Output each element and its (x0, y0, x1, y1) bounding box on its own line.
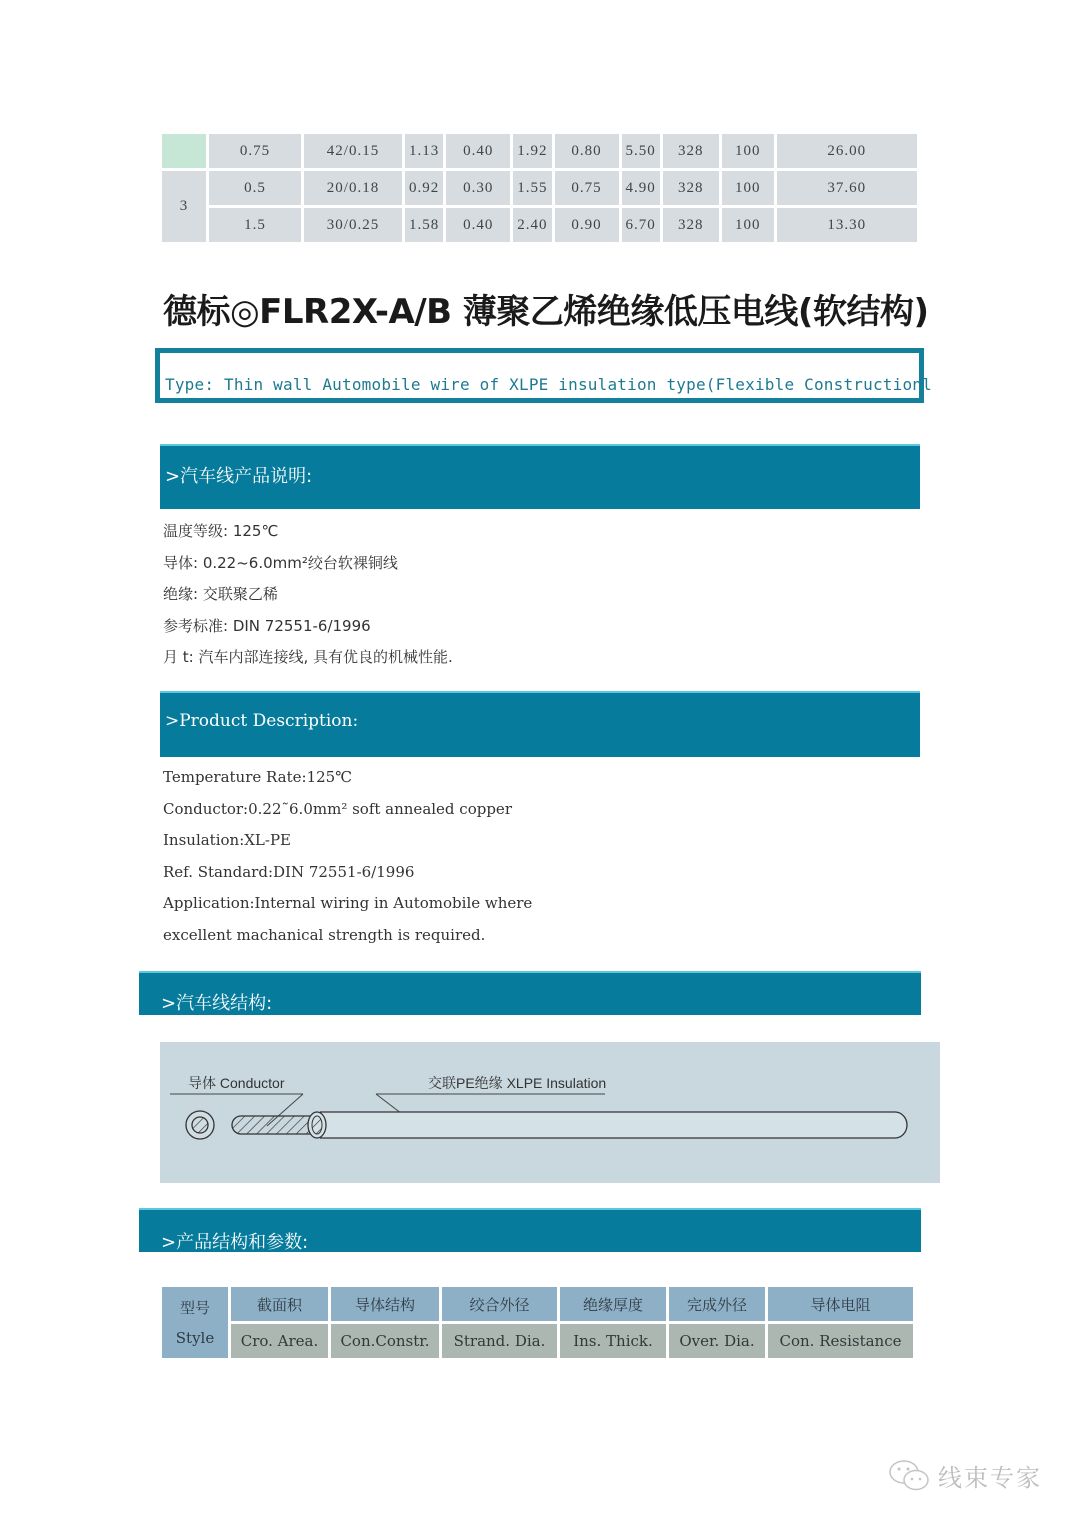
column-header: Cro. Area. (231, 1324, 328, 1358)
wire-structure-diagram (160, 1042, 940, 1183)
table-cell: 30/0.25 (304, 208, 402, 242)
conductor-label: 导体 Conductor (188, 1075, 285, 1091)
list-item: Application:Internal wiring in Automobile where (163, 894, 533, 912)
list-item: 温度等级: 125℃ (163, 522, 279, 540)
type-banner (155, 348, 932, 403)
column-header: Con. Resistance (768, 1324, 913, 1358)
table-cell: 2.40 (513, 208, 551, 242)
table-row (162, 208, 917, 242)
section-header-label: >产品结构和参数: (161, 1232, 309, 1253)
table-cell: 0.92 (405, 171, 443, 205)
en-description-list (163, 768, 532, 957)
section-header-label: >汽车线产品说明: (165, 466, 313, 487)
watermark-text: 线束专家 (938, 1464, 1042, 1492)
table-cell: 0.40 (446, 134, 510, 168)
section-header-label: >Product Description: (165, 711, 359, 731)
list-item: 月 t: 汽车内部连接线, 具有优良的机械性能. (163, 648, 453, 666)
table-cell: 37.60 (777, 171, 917, 205)
list-item: excellent machanical strength is required. (163, 925, 486, 944)
table-cell: 20/0.18 (304, 171, 402, 205)
list-item: Conductor:0.22˜6.0mm² soft annealed copper (163, 799, 512, 818)
table-header-row-en (162, 1324, 913, 1358)
table-cell: 1.58 (405, 208, 443, 242)
type-text: Type: Thin wall Automobile wire of XLPE insulation type(Flexible Constructionl (165, 375, 932, 394)
insulation-label: 交联PE绝缘 XLPE Insulation (428, 1075, 607, 1091)
list-item: 参考标准: DIN 72551-6/1996 (163, 616, 371, 635)
column-header: Strand. Dia. (442, 1324, 557, 1358)
table-cell: 0.90 (555, 208, 619, 242)
table-cell: 26.00 (777, 134, 917, 168)
table-cell-group (162, 134, 206, 168)
table-cell: 0.75 (209, 134, 301, 168)
table-cell: 0.75 (555, 171, 619, 205)
style-header (162, 1287, 228, 1358)
table-cell: 100 (722, 171, 774, 205)
list-item: 绝缘: 交联聚乙稀 (163, 585, 278, 603)
wechat-icon (888, 1459, 932, 1493)
wire-illustration (160, 1042, 940, 1183)
column-header: 截面积 (231, 1287, 328, 1321)
column-header: 完成外径 (669, 1287, 765, 1321)
column-header: 导体结构 (331, 1287, 439, 1321)
table-cell: 0.30 (446, 171, 510, 205)
table-header-row-cn (162, 1287, 913, 1321)
list-item: 导体: 0.22~6.0mm²绞台软裸铜线 (163, 553, 398, 572)
section-header-structure (139, 971, 921, 1015)
table-cell: 0.5 (209, 171, 301, 205)
list-item: Insulation:XL-PE (163, 831, 292, 849)
list-item: Ref. Standard:DIN 72551-6/1996 (163, 862, 415, 881)
param-table (159, 1284, 916, 1361)
table-cell: 6.70 (622, 208, 660, 242)
watermark (888, 1458, 1042, 1493)
cn-description-list (163, 520, 453, 678)
table-cell: 5.50 (622, 134, 660, 168)
table-cell: 100 (722, 208, 774, 242)
column-header: 导体电阻 (768, 1287, 913, 1321)
column-header: 绞合外径 (442, 1287, 557, 1321)
list-item: Temperature Rate:125℃ (163, 768, 352, 786)
column-header: Ins. Thick. (560, 1324, 666, 1358)
table-cell: 4.90 (622, 171, 660, 205)
spec-table-continuation (159, 131, 920, 245)
table-cell-group: 3 (162, 171, 206, 242)
table-cell: 328 (663, 171, 719, 205)
table-cell: 1.92 (513, 134, 551, 168)
column-header: 绝缘厚度 (560, 1287, 666, 1321)
table-cell: 328 (663, 208, 719, 242)
table-cell: 1.5 (209, 208, 301, 242)
section-header-cn-description (160, 444, 920, 509)
table-cell: 42/0.15 (304, 134, 402, 168)
table-cell: 1.13 (405, 134, 443, 168)
table-cell: 0.40 (446, 208, 510, 242)
section-header-params (139, 1208, 921, 1252)
table-cell: 328 (663, 134, 719, 168)
section-header-product-description (160, 691, 920, 757)
table-row (162, 171, 917, 205)
table-cell: 100 (722, 134, 774, 168)
column-header: Over. Dia. (669, 1324, 765, 1358)
table-cell: 13.30 (777, 208, 917, 242)
style-header-cn: 型号 (179, 1298, 210, 1317)
section-header-label: >汽车线结构: (161, 993, 273, 1014)
style-header-en: Style (175, 1328, 215, 1347)
column-header: Con.Constr. (331, 1324, 439, 1358)
table-cell: 1.55 (513, 171, 551, 205)
page-title: 德标◎FLR2X-A/B 薄聚乙烯绝缘低压电线(软结构) (163, 292, 929, 332)
table-row (162, 134, 917, 168)
table-cell: 0.80 (555, 134, 619, 168)
